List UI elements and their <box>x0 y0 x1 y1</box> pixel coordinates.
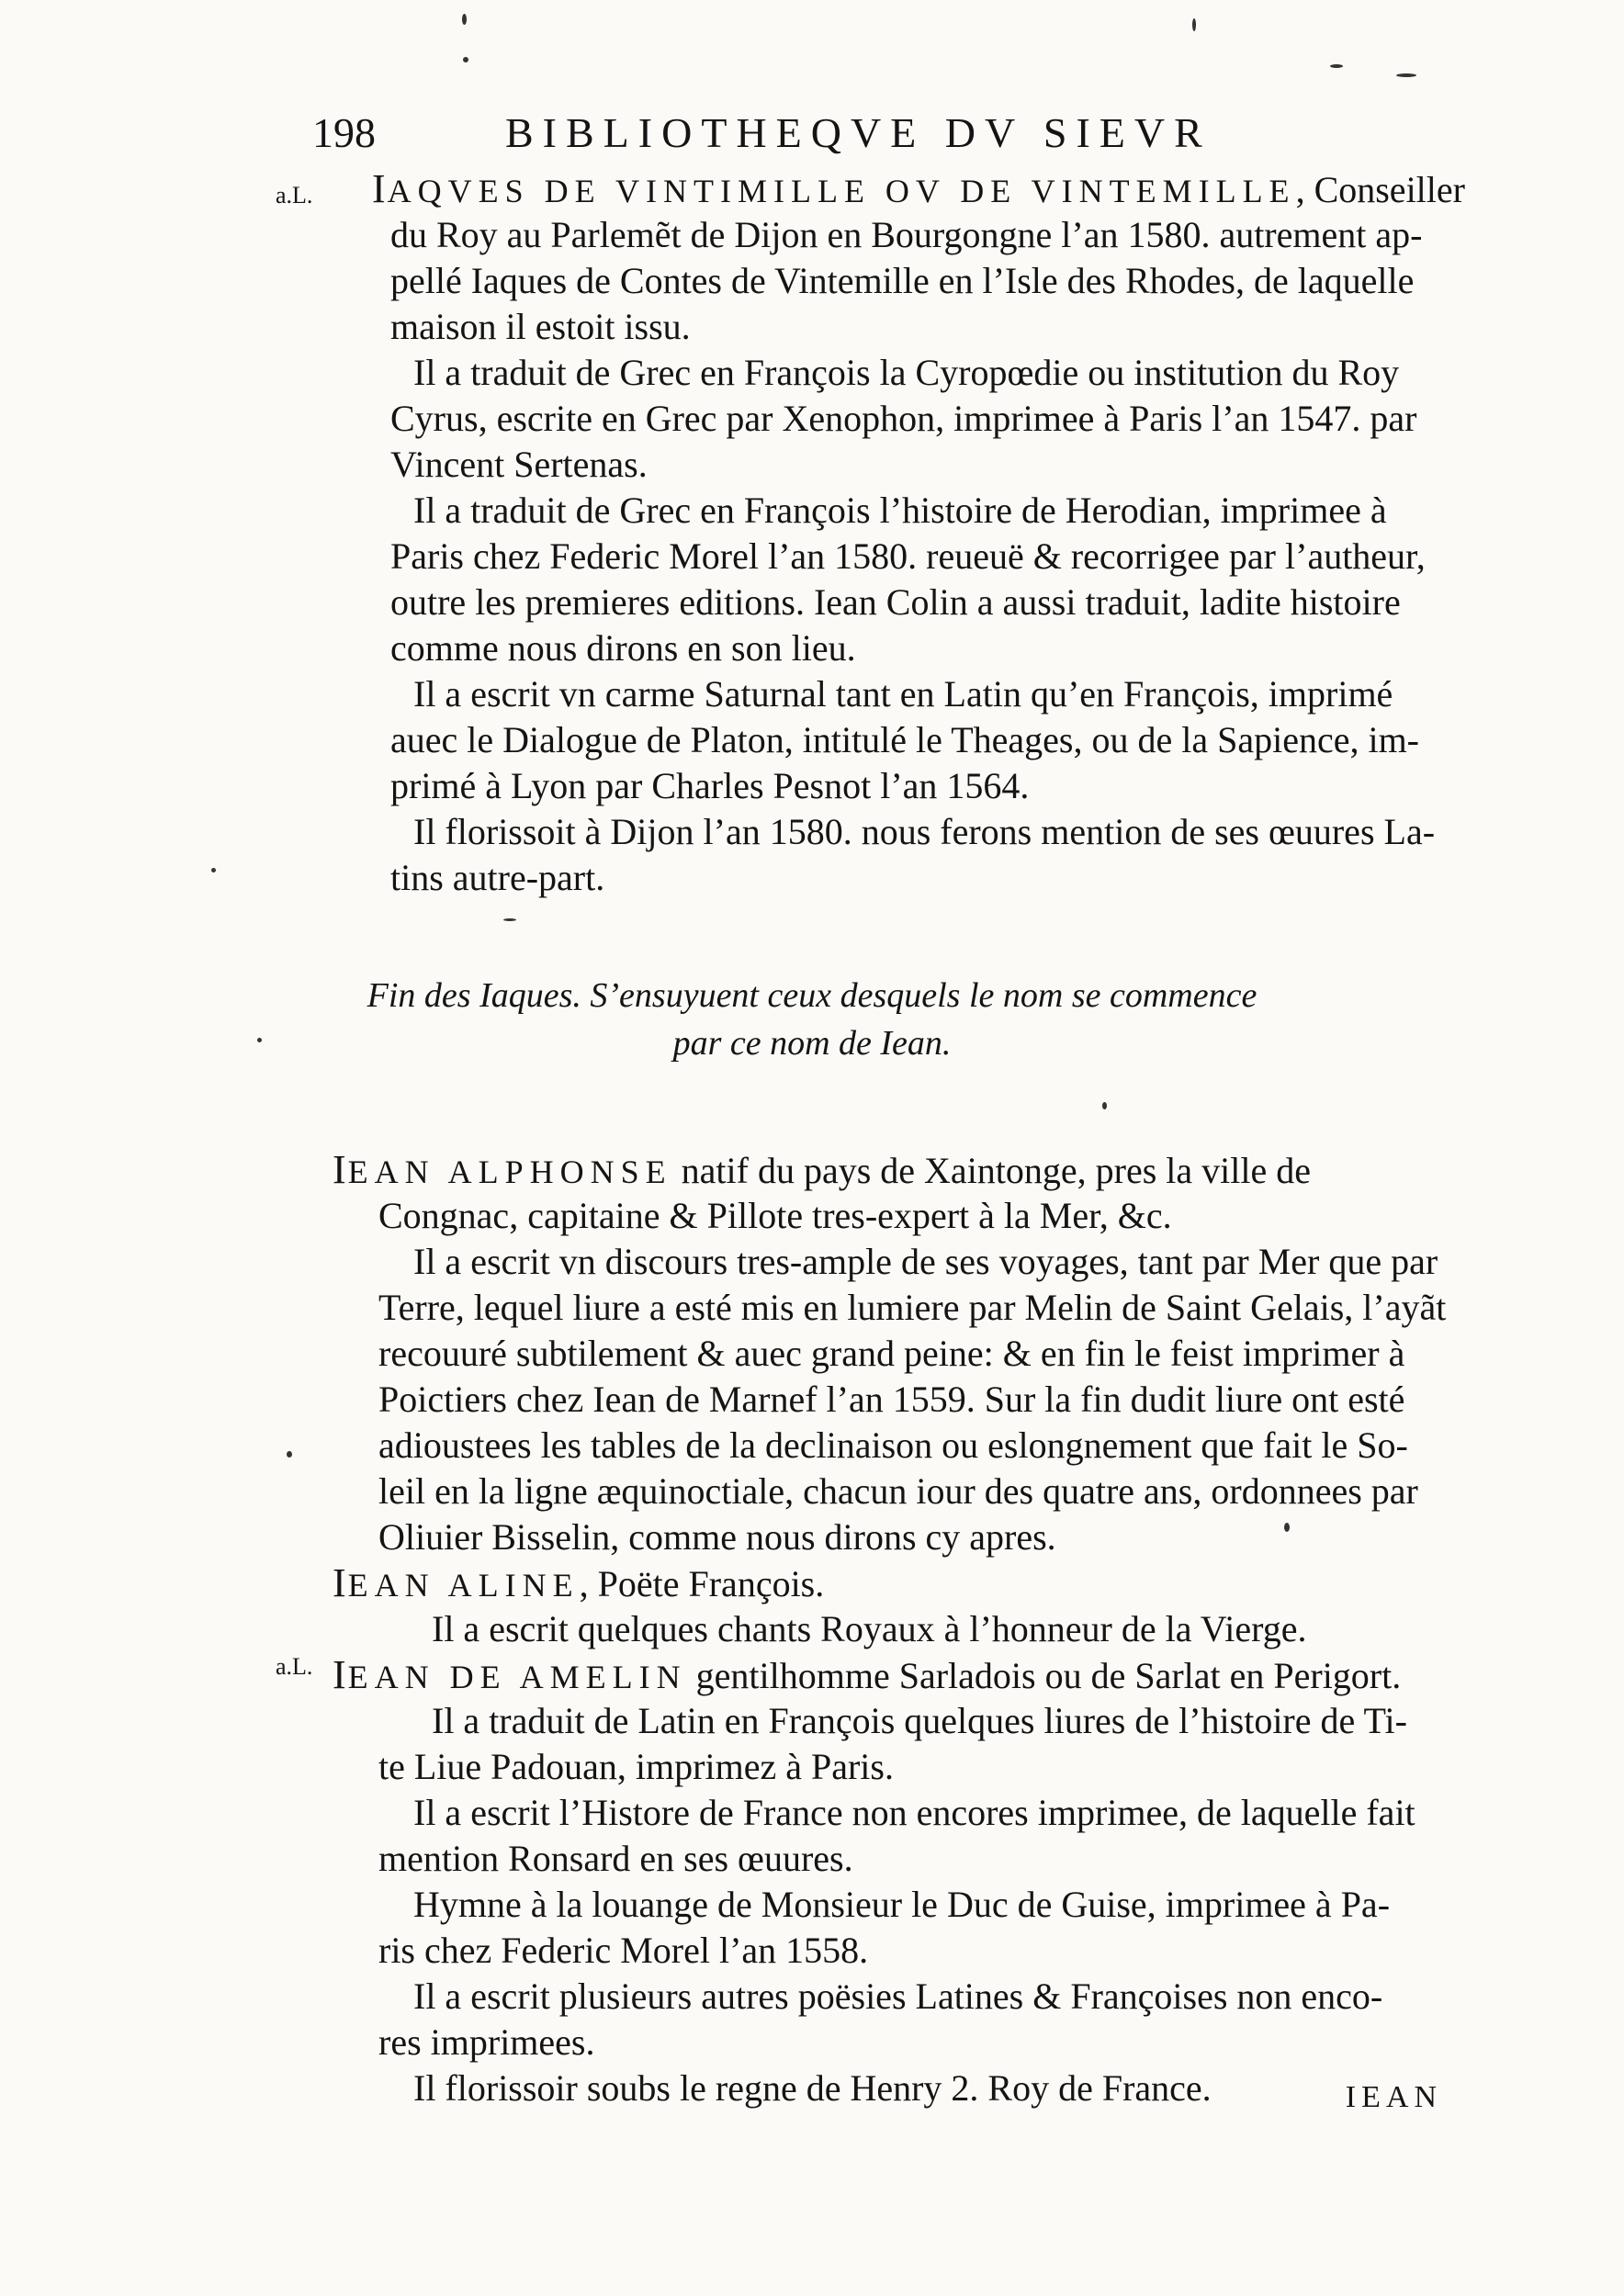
entry-heading <box>333 1653 1401 1699</box>
text-line: Poictiers chez Iean de Marnef l’an 1559. Sur la fin dudit liure ont esté <box>378 1379 1405 1420</box>
text-line: Il a traduit de Grec en François la Cyropœdie ou institution du Roy <box>413 352 1400 393</box>
text-line: Cyrus, escrite en Grec par Xenophon, imprimee à Paris l’an 1547. par <box>390 398 1417 439</box>
section-closing-note <box>0 972 1624 1067</box>
text-line: primé à Lyon par Charles Pesnot l’an 1564. <box>390 765 1030 806</box>
entry-heading-text: , Poëte François. <box>579 1563 825 1604</box>
page-number: 198 <box>312 109 376 156</box>
margin-note: a.L. <box>276 1653 313 1680</box>
entry-name: EAN DE AMELIN <box>347 1659 687 1695</box>
closing-line: par ce nom de Iean. <box>672 1024 952 1063</box>
entry-name-initial: I <box>333 1560 348 1605</box>
text-line: Il a escrit plusieurs autres poësies Latines & Françoises non enco- <box>413 1975 1383 2017</box>
text-line: du Roy au Parlemẽt de Dijon en Bourgongne l’an 1580. autrement ap- <box>390 214 1423 255</box>
text-line: adioustees les tables de la declinaison ou eslongnement que fait le So- <box>378 1424 1408 1466</box>
text-line: Hymne à la louange de Monsieur le Duc de Guise, imprimee à Pa- <box>413 1884 1391 1925</box>
entry-name-initial: I <box>372 166 388 211</box>
text-line: maison il estoit issu. <box>390 306 691 347</box>
margin-note: a.L. <box>276 182 313 208</box>
text-line: recouuré subtilement & auec grand peine: & en fin le feist imprimer à <box>378 1333 1405 1374</box>
entry-name: AQVES DE VINTIMILLE OV DE VINTEMILLE <box>387 173 1296 209</box>
entry-name-initial: I <box>333 1652 348 1697</box>
entry-heading <box>372 167 1465 213</box>
text-line: Il a traduit de Grec en François l’histoire de Herodian, imprimee à <box>413 490 1387 531</box>
text-line: pellé Iaques de Contes de Vintemille en l’Isle des Rhodes, de laquelle <box>390 260 1415 301</box>
text-line: Il a escrit vn discours tres-ample de ses voyages, tant par Mer que par <box>413 1241 1438 1282</box>
running-title: BIBLIOTHEQVE DV SIEVR <box>505 109 1212 156</box>
entry-heading-text: natif du pays de Xaintonge, pres la ville de <box>671 1150 1312 1191</box>
entry-name: EAN ALINE <box>347 1567 580 1604</box>
page-header <box>312 108 1415 163</box>
text-line: mention Ronsard en ses œuures. <box>378 1838 853 1879</box>
text-line: te Liue Padouan, imprimez à Paris. <box>378 1746 894 1787</box>
text-line: Il a traduit de Latin en François quelques liures de l’histoire de Ti- <box>432 1700 1407 1741</box>
text-line: Congnac, capitaine & Pillote tres-expert à la Mer, &c. <box>378 1195 1172 1236</box>
text-line: Paris chez Federic Morel l’an 1580. reueuë & recorrigee par l’autheur, <box>390 535 1426 577</box>
text-line: auec le Dialogue de Platon, intitulé le Theages, ou de la Sapience, im- <box>390 719 1419 760</box>
text-line: leil en la ligne æquinoctiale, chacun iour des quatre ans, ordonnees par <box>378 1470 1418 1512</box>
entry-heading-text: , Conseiller <box>1295 169 1465 210</box>
text-line: Vincent Sertenas. <box>390 444 648 485</box>
text-line: outre les premieres editions. Iean Colin a aussi traduit, ladite histoire <box>390 581 1401 623</box>
entry-heading <box>333 1148 1311 1194</box>
entry-name-initial: I <box>333 1147 348 1192</box>
closing-line: Fin des Iaques. S’ensuyuent ceux desquels le nom se commence <box>367 976 1257 1015</box>
text-line: Oliuier Bisselin, comme nous dirons cy apres. <box>378 1516 1056 1558</box>
entry-heading <box>333 1561 824 1607</box>
text-line: Il a escrit quelques chants Royaux à l’honneur de la Vierge. <box>432 1608 1307 1649</box>
catchword: IEAN <box>1345 2080 1442 2114</box>
text-line: tins autre-part. <box>390 857 605 898</box>
entry-heading-text: gentilhomme Sarladois ou de Sarlat en Perigort. <box>686 1655 1402 1696</box>
entry-name: EAN ALPHONSE <box>347 1154 672 1190</box>
text-line: comme nous dirons en son lieu. <box>390 627 856 669</box>
text-line: Terre, lequel liure a esté mis en lumiere par Melin de Saint Gelais, l’ayãt <box>378 1287 1447 1328</box>
text-line: ris chez Federic Morel l’an 1558. <box>378 1930 869 1971</box>
text-line: Il a escrit l’Histore de France non encores imprimee, de laquelle fait <box>413 1792 1415 1833</box>
text-line: res imprimees. <box>378 2021 595 2063</box>
text-line: Il florissoit à Dijon l’an 1580. nous ferons mention de ses œuures La- <box>413 811 1436 852</box>
text-line: Il florissoir soubs le regne de Henry 2. Roy de France. <box>413 2067 1212 2109</box>
text-line: Il a escrit vn carme Saturnal tant en Latin qu’en François, imprimé <box>413 673 1393 715</box>
